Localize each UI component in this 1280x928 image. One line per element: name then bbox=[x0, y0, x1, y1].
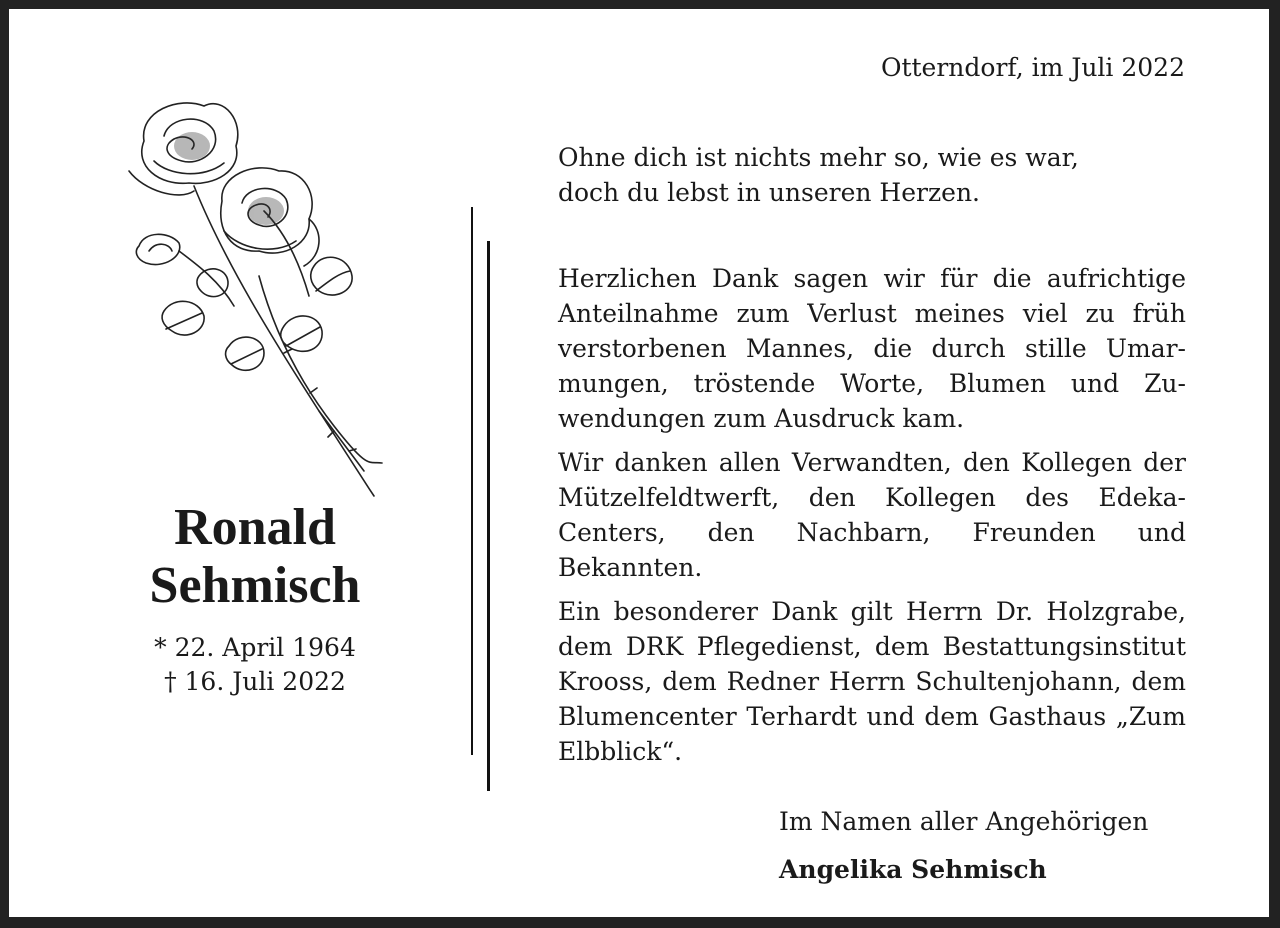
life-dates bbox=[69, 631, 441, 699]
place-date: Otterndorf, im Juli 2022 bbox=[880, 53, 1185, 82]
signer-name: Angelika Sehmisch bbox=[779, 855, 1047, 884]
birth-date: * 22. April 1964 bbox=[154, 633, 356, 662]
divider-line bbox=[471, 207, 473, 755]
signature-block bbox=[779, 804, 1148, 887]
paragraph: Herzlichen Dank sagen wir für die aufrichtige Anteilnahme zum Verlust meines viel zu früh verstorbenen Mannes, die durch stille Umarmungen, tröstende Worte, Blumen und Zuwendungen zum Ausdruck kam. bbox=[558, 264, 1186, 433]
motto bbox=[558, 140, 1186, 210]
paragraph: Ein besonderer Dank gilt Herrn Dr. Holzgrabe, dem DRK Pflegedienst, dem Bestattungsinstitut Krooss, dem Redner Herrn Schultenjohann, dem Blumencenter Terhardt und dem Gasthaus „Zum Elbblick“. bbox=[558, 597, 1186, 766]
thank-you-text bbox=[558, 261, 1186, 778]
obituary-notice bbox=[9, 9, 1269, 917]
last-name: Sehmisch bbox=[149, 557, 361, 614]
on-behalf-text: Im Namen aller Angehörigen bbox=[779, 807, 1149, 836]
motto-line: Ohne dich ist nichts mehr so, wie es war, bbox=[558, 143, 1079, 172]
death-date: † 16. Juli 2022 bbox=[164, 667, 346, 696]
motto-line: doch du lebst in unseren Herzen. bbox=[558, 178, 980, 207]
first-name: Ronald bbox=[174, 499, 336, 556]
paragraph: Wir danken allen Verwandten, den Kollegen der Mützelfeldtwerft, den Kollegen des Edeka-Centers, den Nachbarn, Freunden und Bekannten. bbox=[558, 448, 1186, 582]
roses-illustration bbox=[124, 91, 394, 503]
divider-line-bold bbox=[487, 241, 490, 791]
deceased-name bbox=[69, 499, 441, 615]
